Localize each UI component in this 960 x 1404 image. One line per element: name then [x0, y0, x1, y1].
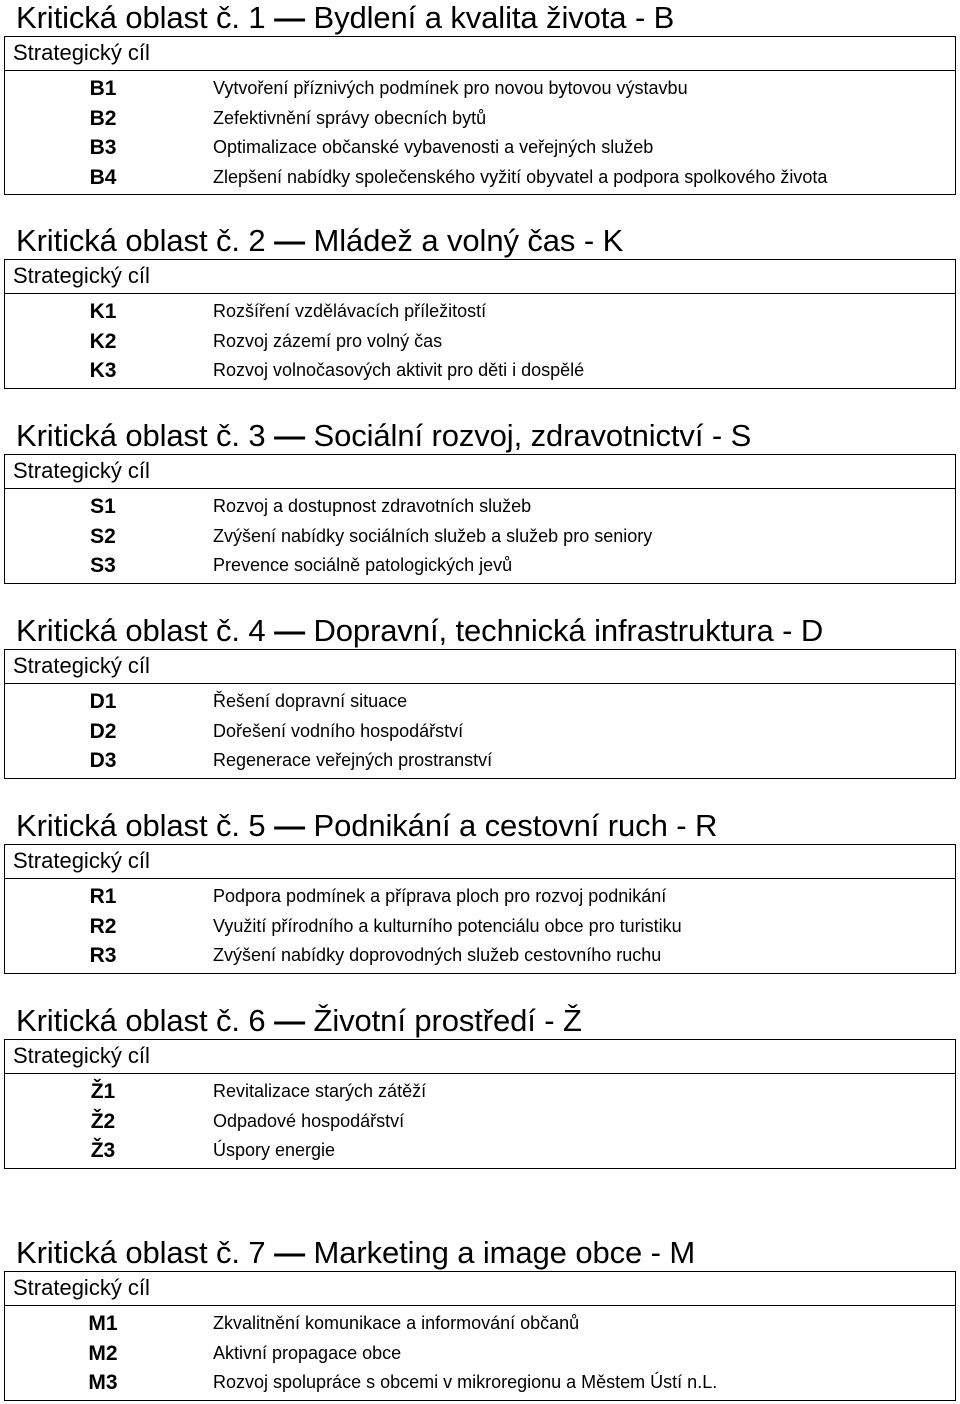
heading-dash: —: [274, 1235, 305, 1270]
goal-text: Rozvoj volnočasových aktivit pro děti i dospělé: [213, 360, 585, 381]
heading-name: Mládež a volný čas - K: [313, 223, 624, 258]
goal-row: [5, 356, 955, 386]
goal-row: [5, 133, 955, 163]
heading-name: Životní prostředí - Ž: [313, 1003, 582, 1038]
heading-dash: —: [274, 223, 305, 258]
goal-text: Úspory energie: [213, 1140, 336, 1161]
goal-row: [5, 104, 955, 134]
goal-text: Zvýšení nabídky doprovodných služeb cestovního ruchu: [213, 945, 662, 966]
goal-text: Rozšíření vzdělávacích příležitostí: [213, 301, 487, 322]
goal-text: Rozvoj a dostupnost zdravotních služeb: [213, 496, 532, 517]
goal-code: S3: [90, 554, 116, 578]
heading-name: Podnikání a cestovní ruch - R: [313, 808, 718, 843]
goal-row: [5, 746, 955, 776]
heading-name: Sociální rozvoj, zdravotnictví - S: [313, 418, 752, 453]
goal-row: [5, 1077, 955, 1107]
goal-rows: [5, 1074, 955, 1168]
critical-area-heading: [16, 418, 751, 454]
goal-code: M2: [88, 1341, 118, 1365]
goal-text: Regenerace veřejných prostranství: [213, 750, 493, 771]
critical-area-heading: [16, 1003, 582, 1039]
goal-text: Aktivní propagace obce: [213, 1342, 402, 1363]
heading-prefix: Kritická oblast č.: [16, 0, 240, 35]
goal-code: M3: [88, 1371, 118, 1395]
strategic-goals-table: [4, 1271, 956, 1401]
goal-code: D1: [89, 690, 117, 714]
heading-name: Bydlení a kvalita života - B: [313, 0, 675, 35]
strategic-goal-column-label: Strategický cíl: [5, 1272, 955, 1306]
goal-code: B2: [89, 106, 117, 130]
strategic-goals-table: [4, 1039, 956, 1169]
strategic-goals-table: [4, 454, 956, 584]
critical-area-heading: [16, 613, 823, 649]
goal-rows: [5, 1306, 955, 1400]
heading-number: 2: [248, 223, 266, 258]
goal-row: [5, 1107, 955, 1137]
heading-dash: —: [274, 418, 305, 453]
goal-code: B3: [89, 136, 117, 160]
strategic-goal-column-label: Strategický cíl: [5, 845, 955, 879]
heading-dash: —: [274, 808, 305, 843]
goal-row: [5, 163, 955, 193]
heading-name: Dopravní, technická infrastruktura - D: [313, 613, 824, 648]
goal-rows: [5, 489, 955, 583]
goal-row: [5, 912, 955, 942]
goal-text: Rozvoj spolupráce s obcemi v mikroregionu a Městem Ústí n.L.: [213, 1372, 718, 1393]
goal-code: K3: [89, 359, 117, 383]
goal-code: Ž1: [90, 1080, 116, 1104]
heading-number: 3: [248, 418, 266, 453]
heading-prefix: Kritická oblast č.: [16, 1235, 240, 1270]
strategic-goal-column-label: Strategický cíl: [5, 650, 955, 684]
strategic-goals-table: [4, 844, 956, 974]
goal-row: [5, 297, 955, 327]
goal-code: S2: [90, 524, 116, 548]
goal-code: Ž3: [90, 1139, 116, 1163]
goal-text: Revitalizace starých zátěží: [213, 1081, 427, 1102]
goal-code: K2: [89, 329, 117, 353]
goal-row: [5, 882, 955, 912]
strategic-goal-column-label: Strategický cíl: [5, 37, 955, 71]
goal-row: [5, 551, 955, 581]
heading-dash: —: [274, 0, 305, 35]
goal-text: Prevence sociálně patologických jevů: [213, 555, 513, 576]
strategic-goals-table: [4, 649, 956, 779]
goal-text: Zlepšení nabídky společenského vyžití obyvatel a podpora spolkového života: [213, 166, 828, 187]
heading-prefix: Kritická oblast č.: [16, 1003, 240, 1038]
goal-rows: [5, 684, 955, 778]
goal-text: Dořešení vodního hospodářství: [213, 720, 464, 741]
goal-code: R2: [89, 914, 117, 938]
critical-area-heading: [16, 0, 674, 36]
goal-text: Řešení dopravní situace: [213, 691, 408, 712]
heading-number: 1: [248, 0, 266, 35]
critical-area-heading: [16, 1235, 695, 1271]
goal-code: R1: [89, 885, 117, 909]
goal-code: B1: [89, 77, 117, 101]
heading-dash: —: [274, 1003, 305, 1038]
goal-text: Zkvalitnění komunikace a informování občanů: [213, 1313, 580, 1334]
goal-text: Zvýšení nabídky sociálních služeb a služeb pro seniory: [213, 525, 653, 546]
goal-text: Odpadové hospodářství: [213, 1110, 405, 1131]
goal-text: Rozvoj zázemí pro volný čas: [213, 330, 443, 351]
goal-row: [5, 687, 955, 717]
goal-row: [5, 74, 955, 104]
heading-number: 6: [248, 1003, 266, 1038]
heading-dash: —: [274, 613, 305, 648]
goal-row: [5, 492, 955, 522]
goal-text: Vytvoření příznivých podmínek pro novou bytovou výstavbu: [213, 78, 688, 99]
heading-number: 7: [248, 1235, 266, 1270]
goal-text: Využití přírodního a kulturního potenciálu obce pro turistiku: [213, 915, 682, 936]
goal-row: [5, 327, 955, 357]
strategic-goal-column-label: Strategický cíl: [5, 455, 955, 489]
strategic-goals-table: [4, 259, 956, 389]
goal-text: Podpora podmínek a příprava ploch pro rozvoj podnikání: [213, 886, 667, 907]
goal-row: [5, 1309, 955, 1339]
goal-row: [5, 941, 955, 971]
goal-code: Ž2: [90, 1109, 116, 1133]
goal-code: R3: [89, 944, 117, 968]
goal-row: [5, 522, 955, 552]
goal-rows: [5, 294, 955, 388]
goal-row: [5, 1339, 955, 1369]
critical-area-heading: [16, 808, 717, 844]
goal-text: Optimalizace občanské vybavenosti a veřejných služeb: [213, 137, 654, 158]
heading-prefix: Kritická oblast č.: [16, 223, 240, 258]
heading-name: Marketing a image obce - M: [313, 1235, 696, 1270]
heading-prefix: Kritická oblast č.: [16, 613, 240, 648]
goal-rows: [5, 71, 955, 194]
goal-row: [5, 717, 955, 747]
critical-area-heading: [16, 223, 623, 259]
strategic-goal-column-label: Strategický cíl: [5, 260, 955, 294]
goal-code: M1: [88, 1312, 118, 1336]
goal-text: Zefektivnění správy obecních bytů: [213, 107, 487, 128]
heading-prefix: Kritická oblast č.: [16, 418, 240, 453]
goal-code: D2: [89, 719, 117, 743]
goal-row: [5, 1368, 955, 1398]
heading-number: 5: [248, 808, 266, 843]
heading-prefix: Kritická oblast č.: [16, 808, 240, 843]
strategic-goals-table: [4, 36, 956, 195]
goal-code: B4: [89, 165, 117, 189]
heading-number: 4: [248, 613, 266, 648]
goal-row: [5, 1136, 955, 1166]
goal-rows: [5, 879, 955, 973]
goal-code: S1: [90, 495, 116, 519]
strategic-goal-column-label: Strategický cíl: [5, 1040, 955, 1074]
goal-code: D3: [89, 749, 117, 773]
goal-code: K1: [89, 300, 117, 324]
